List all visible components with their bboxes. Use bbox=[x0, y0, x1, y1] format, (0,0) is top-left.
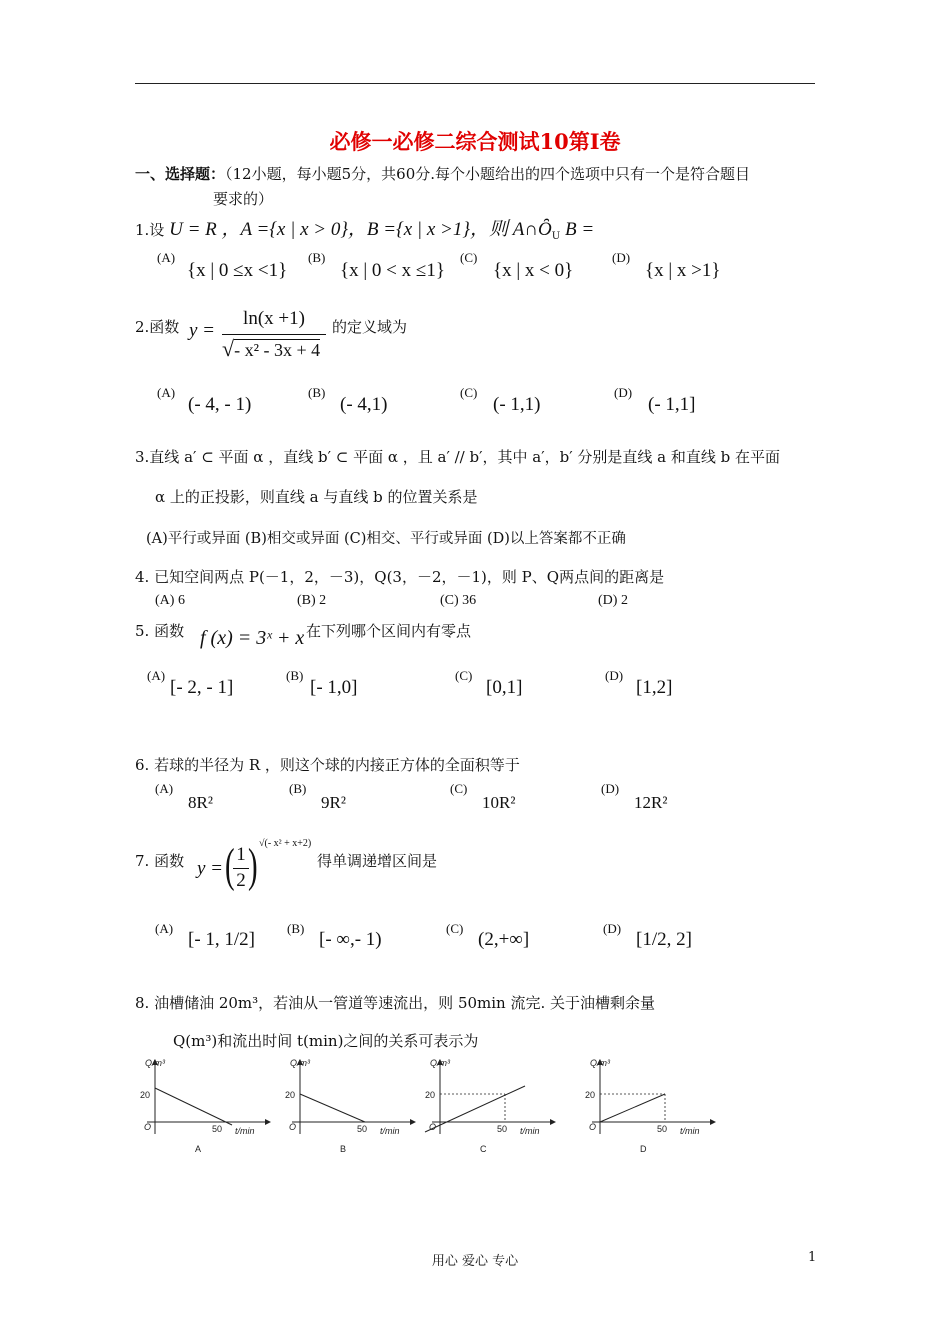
q2-denominator: - x² - 3x + 4 bbox=[234, 340, 321, 360]
q4-d-text: 2 bbox=[620, 593, 628, 608]
q5-math: f (x) = 3ˣ + x bbox=[200, 627, 305, 649]
q7-b-label: (B) bbox=[287, 921, 305, 936]
graph-label: D bbox=[640, 1144, 647, 1154]
section-desc-1: （12小题，每小题5分，共60分.每个小题给出的四个选项中只有一个是符合题目 bbox=[225, 165, 751, 183]
x-axis-label: t/min bbox=[680, 1126, 700, 1136]
q7-d: [1/2, 2] bbox=[636, 929, 692, 950]
data-line bbox=[300, 1094, 365, 1122]
footer-center: 用心 爱心 专心 bbox=[431, 1254, 519, 1269]
y-axis-label: Q/m³ bbox=[430, 1058, 450, 1068]
q4-c-label: (C) bbox=[440, 593, 459, 608]
q4-d-label: (D) bbox=[598, 593, 618, 608]
q2-c: (- 1,1) bbox=[493, 394, 541, 415]
q7-base-den: 2 bbox=[236, 870, 246, 891]
q2-denominator-wrap bbox=[222, 336, 330, 362]
q8-line1: 8. 油槽储油 20m³，若油从一管道等速流出，则 50min 流完. 关于油槽剩余量 bbox=[135, 994, 656, 1012]
y-tick-label: 20 bbox=[425, 1090, 436, 1100]
page-title: 必修一必修二综合测试10第I卷 bbox=[329, 129, 621, 154]
q1-a-label: (A) bbox=[157, 250, 176, 265]
q5-c: [0,1] bbox=[486, 677, 523, 698]
x-axis-label: t/min bbox=[380, 1126, 400, 1136]
x-axis-label: t/min bbox=[520, 1126, 540, 1136]
q1-b: {x | 0 < x ≤1} bbox=[340, 260, 445, 281]
x-tick-label: 50 bbox=[657, 1124, 668, 1134]
q7-c-label: (C) bbox=[446, 921, 464, 936]
q7-exponent: √(- x² + x+2) bbox=[259, 838, 312, 849]
origin-label: O bbox=[429, 1122, 437, 1132]
q1-c: {x | x < 0} bbox=[493, 260, 574, 281]
graph-A bbox=[140, 1058, 270, 1154]
q2-y: y = bbox=[189, 320, 216, 341]
q2-suffix: 的定义域为 bbox=[332, 318, 408, 336]
q2-numerator: ln(x +1) bbox=[243, 308, 305, 329]
q4-c-text: 36 bbox=[462, 593, 477, 608]
q1-math: U = R ，A ={x | x > 0}，B ={x | x >1}，则 A∩Ȏ bbox=[169, 219, 552, 240]
q2-b: (- 4,1) bbox=[340, 394, 388, 415]
y-tick-label: 20 bbox=[285, 1090, 296, 1100]
origin-label: O bbox=[589, 1122, 597, 1132]
q7-c: (2,+∞] bbox=[478, 929, 530, 950]
q4-d bbox=[598, 593, 628, 609]
q6-d: 12R² bbox=[634, 793, 668, 812]
footer-page-number: 1 bbox=[808, 1250, 817, 1265]
q7-y: y = bbox=[197, 858, 224, 879]
section-heading: 一、选择题： bbox=[135, 165, 226, 183]
section-desc-2: 要求的） bbox=[213, 190, 274, 208]
q1-a: {x | 0 ≤x <1} bbox=[187, 260, 288, 281]
y-tick-label: 20 bbox=[585, 1090, 596, 1100]
q4-a-label: (A) bbox=[155, 593, 175, 608]
q5-b: [- 1,0] bbox=[310, 677, 358, 698]
q4-b-text: 2 bbox=[319, 593, 327, 608]
q3-options: (A)平行或异面 (B)相交或异面 (C)相交、平行或异面 (D)以上答案都不正确 bbox=[146, 531, 626, 547]
q2-d-label: (D) bbox=[614, 385, 633, 400]
q2-a: (- 4, - 1) bbox=[188, 394, 252, 415]
q7-b: [- ∞,- 1) bbox=[319, 929, 382, 950]
header-rule bbox=[135, 83, 815, 84]
q4-b bbox=[297, 593, 326, 609]
data-line bbox=[600, 1094, 665, 1122]
x-tick-label: 50 bbox=[497, 1124, 508, 1134]
q5-d: [1,2] bbox=[636, 677, 673, 698]
graph-label: C bbox=[480, 1144, 487, 1154]
q7-suffix: 得单调递增区间是 bbox=[317, 852, 438, 870]
q4-c bbox=[440, 593, 476, 609]
q1-sub: U bbox=[551, 231, 561, 242]
q6-a-label: (A) bbox=[155, 781, 174, 796]
q4-b-label: (B) bbox=[297, 593, 316, 608]
graph-D bbox=[585, 1058, 715, 1154]
origin-label: O bbox=[144, 1122, 152, 1132]
q4-stem: 4. 已知空间两点 P(－1，2，－3)，Q(3，－2，－1)，则 P、Q两点间的距离是 bbox=[135, 568, 665, 586]
y-tick-label: 20 bbox=[140, 1090, 151, 1100]
sqrt-icon: √ bbox=[222, 336, 235, 361]
q7-base-num: 1 bbox=[236, 844, 246, 865]
q5-d-label: (D) bbox=[605, 668, 624, 683]
q2-a-label: (A) bbox=[157, 385, 176, 400]
q5-a: [- 2, - 1] bbox=[170, 677, 234, 698]
graph-label: A bbox=[195, 1144, 202, 1154]
q2-b-label: (B) bbox=[308, 385, 326, 400]
graph-B bbox=[285, 1058, 415, 1154]
q1-d-label: (D) bbox=[612, 250, 631, 265]
q7-lparen: ( bbox=[225, 839, 235, 892]
q3-line1: 3.直线 a′ ⊂ 平面 α ，直线 b′ ⊂ 平面 α ，且 a′ // b′，其中 a′，b′ 分别是直线 a 和直线 b 在平面 bbox=[135, 448, 781, 466]
graph-C bbox=[425, 1058, 555, 1154]
q5-suffix: 在下列哪个区间内有零点 bbox=[306, 622, 472, 640]
q6-b-label: (B) bbox=[289, 781, 307, 796]
q1-c-label: (C) bbox=[460, 250, 478, 265]
q7-d-label: (D) bbox=[603, 921, 622, 936]
q4-a bbox=[155, 593, 185, 609]
y-axis-label: Q/m³ bbox=[590, 1058, 610, 1068]
q7-a: [- 1, 1/2] bbox=[188, 929, 256, 950]
q8-graphs bbox=[130, 1052, 730, 1162]
q6-d-label: (D) bbox=[601, 781, 620, 796]
q5-b-label: (B) bbox=[286, 668, 304, 683]
q1-prefix: 1.设 bbox=[135, 221, 165, 239]
q4-a-text: 6 bbox=[177, 593, 185, 608]
graph-label: B bbox=[340, 1144, 347, 1154]
q2-prefix: 2.函数 bbox=[135, 318, 180, 336]
q6-c-label: (C) bbox=[450, 781, 468, 796]
y-axis-label: Q/m³ bbox=[145, 1058, 165, 1068]
q1-end: B = bbox=[565, 219, 595, 240]
q6-b: 9R² bbox=[321, 793, 346, 812]
q8-line2: Q(m³)和流出时间 t(min)之间的关系可表示为 bbox=[173, 1032, 479, 1050]
origin-label: O bbox=[289, 1122, 297, 1132]
q1-stem bbox=[135, 214, 594, 242]
q1-d: {x | x >1} bbox=[645, 260, 721, 281]
q2-c-label: (C) bbox=[460, 385, 478, 400]
q5-prefix: 5. 函数 bbox=[135, 622, 185, 640]
q6-a: 8R² bbox=[188, 793, 213, 812]
y-axis-label: Q/m³ bbox=[290, 1058, 310, 1068]
q6-c: 10R² bbox=[482, 793, 516, 812]
q7-rparen: ) bbox=[248, 839, 258, 892]
q2-fraction-bar bbox=[222, 334, 326, 335]
section-heading-line bbox=[135, 163, 750, 184]
q7-prefix: 7. 函数 bbox=[135, 852, 185, 870]
q7-a-label: (A) bbox=[155, 921, 174, 936]
q1-b-label: (B) bbox=[308, 250, 326, 265]
q5-c-label: (C) bbox=[455, 668, 473, 683]
x-tick-label: 50 bbox=[357, 1124, 368, 1134]
q2-d: (- 1,1] bbox=[648, 394, 696, 415]
q5-a-label: (A) bbox=[147, 668, 166, 683]
q6-stem: 6. 若球的半径为 R ，则这个球的内接正方体的全面积等于 bbox=[135, 756, 520, 774]
q7-base-bar bbox=[233, 868, 249, 869]
x-tick-label: 50 bbox=[212, 1124, 223, 1134]
q3-line2: α 上的正投影，则直线 a 与直线 b 的位置关系是 bbox=[155, 488, 478, 506]
data-line bbox=[155, 1088, 232, 1125]
x-axis-label: t/min bbox=[235, 1126, 255, 1136]
